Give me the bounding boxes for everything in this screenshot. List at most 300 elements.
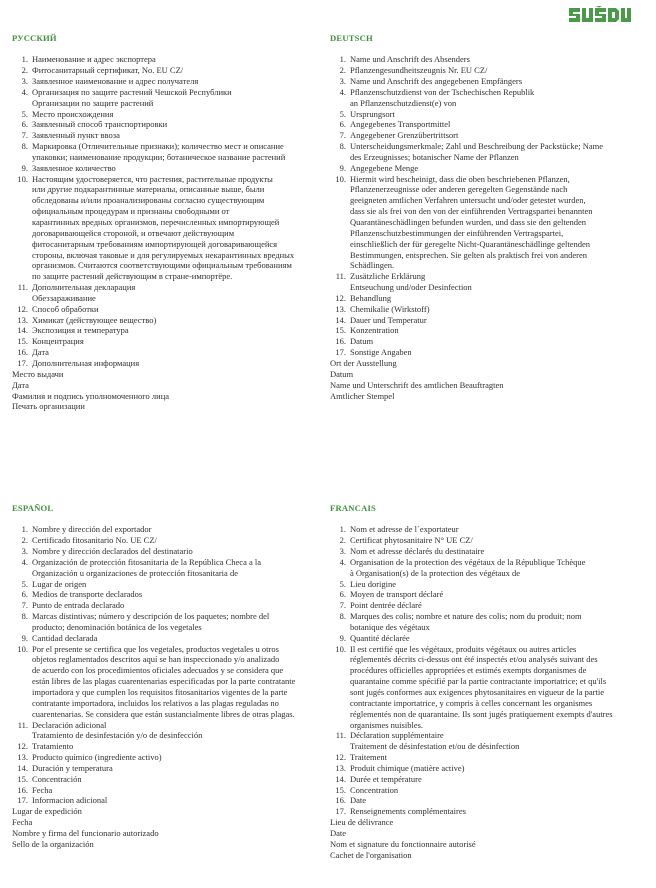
- field-label: [350, 119, 450, 130]
- field-label: [350, 304, 430, 315]
- section-spanish: [12, 503, 318, 850]
- field-label-line: Konzentration: [350, 325, 399, 336]
- field-item: [330, 806, 648, 817]
- field-label: [350, 589, 443, 600]
- field-item: [12, 785, 318, 796]
- field-number: 5.: [339, 578, 346, 589]
- field-label-line: Entseuchung und/oder Desinfection: [350, 282, 472, 293]
- field-number: 6.: [21, 589, 28, 600]
- field-label-line: réglementés décrits ci-dessus ont été inspectés et/ou analysés suivant des: [350, 654, 598, 665]
- field-number: 17.: [335, 806, 346, 817]
- field-label: [350, 546, 484, 557]
- field-label: [32, 358, 139, 369]
- field-label-line: Datum: [350, 336, 374, 347]
- field-label-line: Renseignements complémentaires: [350, 806, 466, 817]
- field-label: [350, 600, 422, 611]
- field-item: [330, 524, 648, 535]
- field-number: 15.: [335, 325, 346, 336]
- issuance-field-label: Sello de la organización: [12, 838, 94, 849]
- field-label: [350, 141, 603, 163]
- section-german: [330, 33, 648, 402]
- field-number: 2.: [339, 65, 346, 76]
- field-label: [32, 347, 49, 358]
- field-item: [12, 535, 318, 546]
- field-label: [32, 795, 107, 806]
- field-number: 11.: [17, 719, 28, 730]
- field-label-line: Pflanzengesundheitszeugnis Nr. EU CZ/: [350, 65, 488, 76]
- field-label: [350, 579, 396, 590]
- field-number: 3.: [339, 76, 346, 87]
- field-label-line: Behandlung: [350, 292, 392, 303]
- issuance-field-label: Cachet de l'organisation: [330, 849, 412, 860]
- field-item: [330, 633, 648, 644]
- field-number: 1.: [339, 524, 346, 535]
- field-label-line: Produit chimique (matière active): [350, 762, 465, 773]
- field-label-line: или другие подкарантинные материалы, описанные выше, были: [32, 184, 265, 195]
- field-number: 10.: [17, 173, 28, 184]
- field-item: [330, 293, 648, 304]
- field-item: [12, 76, 318, 87]
- field-number: 8.: [21, 141, 28, 152]
- field-item: [330, 304, 648, 315]
- field-label-line: à Organisation(s) de la protection des végétaux de: [350, 567, 521, 578]
- field-label: [350, 336, 373, 347]
- field-label-line: Дата: [32, 347, 49, 358]
- field-item: [12, 304, 318, 315]
- section-heading: ESPAÑOL: [12, 502, 54, 513]
- field-item: [12, 119, 318, 130]
- field-label-line: Punto de entrada declarado: [32, 600, 125, 611]
- section-russian: [12, 33, 318, 413]
- field-label-line: contractante importatrice, y compris à celles concernant les organismes: [350, 697, 593, 708]
- field-item: [12, 795, 318, 806]
- field-number: 15.: [335, 784, 346, 795]
- field-number: 12.: [17, 741, 28, 752]
- field-label-line: Химикат (действующее вещество): [32, 314, 157, 325]
- field-item: [330, 65, 648, 76]
- field-number: 2.: [21, 65, 28, 76]
- field-list: [12, 54, 318, 368]
- field-label-line: Concentración: [32, 773, 82, 784]
- field-label-line: Дополнительная информация: [32, 357, 140, 368]
- field-label-line: Quarantäneschädlingen befunden wurden, und dass sie den geltenden: [350, 217, 587, 227]
- field-label-line: Traitement de désinfestation et/ou de désinfection: [350, 741, 520, 752]
- field-label: [32, 535, 157, 546]
- field-label-line: einschließlich der für geregelte Nicht-Quarantäneschädlinge geltenden: [350, 238, 591, 249]
- field-number: 7.: [339, 130, 346, 141]
- field-label-line: Nom et adresse déclarés du destinataire: [350, 546, 485, 557]
- field-label: [350, 611, 582, 633]
- field-number: 3.: [21, 76, 28, 87]
- field-label: [32, 720, 202, 742]
- field-item: [12, 336, 318, 347]
- field-item: [330, 557, 648, 579]
- field-number: 6.: [339, 589, 346, 600]
- field-number: 11.: [17, 282, 28, 293]
- field-item: [330, 589, 648, 600]
- field-item: [12, 54, 318, 65]
- field-label-line: Обеззараживание: [32, 292, 96, 303]
- field-number: 5.: [21, 578, 28, 589]
- field-number: 12.: [17, 303, 28, 314]
- field-number: 10.: [17, 643, 28, 654]
- field-label: [32, 579, 86, 590]
- field-label-line: réglementés non de quarantaine. Ils sont jugés pratiquement exempts d'autres: [350, 708, 613, 719]
- field-number: 4.: [339, 556, 346, 567]
- field-label-line: des Erzeugnisses; botanischer Name der Pflanzen: [350, 151, 519, 162]
- field-label-line: Producto químico (ingrediente activo): [32, 752, 162, 763]
- field-item: [330, 579, 648, 590]
- field-item: [330, 54, 648, 65]
- field-label-line: Lugar de origen: [32, 578, 87, 589]
- field-item: [12, 557, 318, 579]
- issuance-field-label: Ort der Ausstellung: [330, 357, 397, 368]
- field-number: 7.: [21, 130, 28, 141]
- field-label-line: Nombre y dirección declarados del destinatario: [32, 546, 193, 557]
- field-item: [330, 785, 648, 796]
- field-label-line: Sonstige Angaben: [350, 347, 412, 358]
- field-label-line: Экспозиция и температура: [32, 325, 129, 336]
- field-label: [350, 130, 458, 141]
- field-item: [12, 720, 318, 742]
- field-label-line: Certificat phytosanitaire N° UE CZ/: [350, 535, 473, 546]
- field-label: [32, 600, 124, 611]
- field-label-line: Заявленное наименование и адрес получателя: [32, 76, 199, 87]
- field-label-line: договаривающейся стороной, и отвечают действующим: [32, 227, 235, 238]
- field-item: [330, 347, 648, 358]
- field-number: 10.: [335, 643, 346, 654]
- issuance-field-label: Дата: [12, 379, 29, 390]
- field-number: 17.: [17, 357, 28, 368]
- field-number: 4.: [339, 86, 346, 97]
- field-number: 13.: [335, 762, 346, 773]
- field-label: [350, 54, 470, 65]
- field-label: [32, 611, 269, 633]
- field-label-line: Chemikalie (Wirkstoff): [350, 303, 430, 314]
- section-heading: DEUTSCH: [330, 32, 373, 43]
- field-item: [330, 600, 648, 611]
- field-number: 4.: [21, 86, 28, 97]
- field-label-line: Marques des colis; nombre et nature des colis; nom du produit; nom: [350, 611, 582, 622]
- field-number: 14.: [17, 325, 28, 336]
- field-item: [12, 130, 318, 141]
- field-label-line: Durée et température: [350, 773, 422, 784]
- field-number: 2.: [339, 535, 346, 546]
- issuance-fields: [330, 817, 648, 860]
- field-item: [330, 315, 648, 326]
- field-label-line: Medios de transporte declarados: [32, 589, 143, 600]
- field-label-line: Date: [350, 795, 367, 806]
- field-label-line: Concentration: [350, 784, 399, 795]
- field-label: [32, 163, 116, 174]
- field-label-line: организмов. Считаются соответствующими официальным требованиям: [32, 260, 292, 271]
- field-item: [12, 358, 318, 369]
- section-heading: РУССКИЙ: [12, 32, 57, 43]
- field-number: 14.: [17, 762, 28, 773]
- field-label-line: Способ обработки: [32, 303, 99, 314]
- field-label: [32, 644, 295, 720]
- field-label: [32, 774, 82, 785]
- field-number: 16.: [335, 336, 346, 347]
- field-label: [350, 325, 399, 336]
- field-item: [12, 741, 318, 752]
- field-label: [350, 109, 395, 120]
- field-item: [330, 336, 648, 347]
- field-number: 7.: [21, 600, 28, 611]
- field-label: [350, 785, 398, 796]
- field-label: [32, 174, 294, 282]
- field-label: [32, 763, 113, 774]
- field-label: [350, 730, 519, 752]
- field-label-line: sont jugés conformes aux exigences phytosanitaires en vigueur de la partie: [350, 687, 604, 697]
- issuance-field-label: Печать организации: [12, 401, 85, 412]
- issuance-field-label: Name und Unterschrift des amtlichen Beauftragten: [330, 379, 504, 390]
- section-heading: FRANCAIS: [330, 502, 377, 513]
- field-label-line: Место происхождения: [32, 108, 114, 119]
- field-item: [330, 763, 648, 774]
- field-label: [350, 271, 472, 293]
- field-number: 13.: [335, 303, 346, 314]
- field-item: [330, 76, 648, 87]
- field-label: [350, 644, 613, 731]
- issuance-fields: [12, 369, 318, 412]
- field-label-line: официальным процедурам и признаны свободными от: [32, 206, 230, 217]
- field-number: 13.: [17, 314, 28, 325]
- issuance-field-label: Lugar de expedición: [12, 806, 82, 817]
- field-number: 12.: [335, 752, 346, 763]
- field-label: [32, 304, 99, 315]
- field-item: [330, 109, 648, 120]
- field-label-line: importadora y que cumplen los requisitos fitosanitarios vigentes de la parte: [32, 687, 288, 697]
- issuance-fields: [330, 358, 648, 401]
- field-label-line: Заявленный способ транспортировки: [32, 119, 168, 130]
- field-label-line: Заявленный пункт ввоза: [32, 130, 120, 141]
- field-label-line: Дополнительная декларация: [32, 282, 136, 293]
- field-item: [330, 535, 648, 546]
- field-label: [32, 557, 261, 579]
- field-number: 9.: [21, 632, 28, 643]
- field-label-line: Duración y temperatura: [32, 762, 113, 773]
- field-number: 5.: [339, 108, 346, 119]
- issuance-field-label: Date: [330, 827, 347, 838]
- field-label: [32, 785, 52, 796]
- field-label-line: Pflanzenschutzdienst von der Tschechischen Republik: [350, 86, 535, 97]
- field-item: [330, 774, 648, 785]
- field-label: [32, 65, 183, 76]
- issuance-field-label: Fecha: [12, 817, 33, 828]
- field-label: [32, 76, 198, 87]
- field-number: 3.: [21, 546, 28, 557]
- issuance-field-label: Lieu de délivrance: [330, 817, 394, 828]
- field-label: [32, 141, 285, 163]
- field-number: 5.: [21, 108, 28, 119]
- field-label-line: cuarentenarias. Se considera que están sustancialmente libres de otras plagas.: [32, 708, 295, 719]
- field-label-line: Déclaration supplémentaire: [350, 730, 444, 741]
- field-item: [330, 611, 648, 633]
- field-label-line: Tratamiento: [32, 741, 74, 752]
- field-label-line: Hiermit wird bescheinigt, dass die oben beschriebenen Pflanzen,: [350, 173, 570, 184]
- field-item: [330, 752, 648, 763]
- field-number: 1.: [21, 54, 28, 65]
- field-number: 8.: [339, 141, 346, 152]
- field-label-line: Organización de protección fitosanitaria de la República Checa a la: [32, 556, 262, 567]
- field-number: 14.: [335, 773, 346, 784]
- field-label-line: geeigneten amtlichen Verfahren untersucht und/oder getestet wurden,: [350, 195, 586, 206]
- field-label: [32, 336, 84, 347]
- field-item: [12, 65, 318, 76]
- field-list: [12, 524, 318, 806]
- field-label-line: dass sie als frei von den von der einführenden Vertragspartei benannten: [350, 206, 593, 217]
- field-label: [350, 347, 412, 358]
- field-label-line: están libres de las plagas cuarentenarias especificadas por la parte contratante: [32, 676, 296, 687]
- field-label-line: Angegebenes Transportmittel: [350, 119, 451, 130]
- field-number: 16.: [335, 795, 346, 806]
- field-label-line: Zusätzliche Erklärung: [350, 271, 426, 282]
- field-label-line: по защите растений действующим в стране-импортёре.: [32, 271, 233, 282]
- field-label-line: Организации по защите растений: [32, 97, 154, 108]
- field-label: [350, 76, 522, 87]
- field-item: [12, 282, 318, 304]
- field-label: [350, 293, 391, 304]
- field-number: 11.: [335, 730, 346, 741]
- field-number: 9.: [339, 162, 346, 173]
- field-label: [350, 774, 422, 785]
- field-number: 10.: [335, 173, 346, 184]
- field-label-line: procédures officielles appropriées et estimés exempts dorganismes de: [350, 665, 587, 676]
- field-item: [330, 730, 648, 752]
- field-label-line: обследованы и/или проанализированы согласно существующим: [32, 195, 265, 206]
- field-list: [330, 54, 648, 358]
- field-label: [350, 795, 366, 806]
- field-label: [32, 524, 151, 535]
- field-number: 16.: [17, 347, 28, 358]
- field-label-line: producto; denominación botánica de los vegetales: [32, 621, 202, 632]
- field-label-line: Il est certifié que les végétaux, produits végétaux ou autres articles: [350, 643, 577, 654]
- field-number: 8.: [21, 611, 28, 622]
- field-label: [350, 557, 585, 579]
- field-label-line: Фитосанитарный сертификат, No. EU CZ/: [32, 65, 184, 76]
- field-label-line: Маркировка (Отличительные признаки); количество мест и описание: [32, 141, 284, 152]
- field-label-line: Наименование и адрес экспортера: [32, 54, 156, 65]
- field-item: [12, 579, 318, 590]
- field-label-line: Cantidad declarada: [32, 632, 98, 643]
- field-item: [12, 633, 318, 644]
- field-label-line: Концентрация: [32, 336, 84, 347]
- field-number: 17.: [335, 347, 346, 358]
- field-item: [12, 644, 318, 720]
- field-label-line: упаковки; наименование продукции; ботаническое название растений: [32, 151, 286, 162]
- field-number: 6.: [339, 119, 346, 130]
- field-label-line: Dauer und Temperatur: [350, 314, 427, 325]
- field-item: [12, 524, 318, 535]
- field-label-line: Nombre y dirección del exportador: [32, 524, 152, 535]
- field-label-line: objetos reglamentados descritos aquí se han inspeccionado y/o analizado: [32, 654, 280, 665]
- issuance-field-label: Nom et signature du fonctionnaire autorisé: [330, 838, 476, 849]
- issuance-fields: [12, 806, 318, 849]
- field-item: [330, 141, 648, 163]
- field-label-line: Certificado fitosanitario No. UE CZ/: [32, 535, 157, 546]
- field-label: [350, 174, 592, 272]
- field-label-line: карантинных вредных организмов, перечисленных импортирующей: [32, 217, 280, 227]
- field-item: [12, 87, 318, 109]
- field-item: [12, 347, 318, 358]
- field-list: [330, 524, 648, 817]
- field-label-line: an Pflanzenschutzdienst(e) von: [350, 97, 457, 108]
- field-label-line: Traitement: [350, 752, 387, 763]
- field-label: [350, 524, 459, 535]
- field-item: [12, 774, 318, 785]
- field-label: [350, 87, 534, 109]
- field-label-line: Организация по защите растений Чешской Республики: [32, 86, 232, 97]
- issuance-field-label: Amtlicher Stempel: [330, 390, 395, 401]
- field-label-line: contratante importadora, incluidos los relativos a las plagas reguladas no: [32, 697, 279, 708]
- field-number: 8.: [339, 611, 346, 622]
- field-item: [330, 325, 648, 336]
- field-label-line: quarantaine comme spécifié par la partie contractante importatrice; et qu'ils: [350, 676, 607, 687]
- field-number: 15.: [17, 773, 28, 784]
- field-item: [12, 611, 318, 633]
- field-number: 7.: [339, 600, 346, 611]
- field-label-line: Настоящим удостоверяется, что растения, растительные продукты: [32, 173, 273, 184]
- field-number: 1.: [21, 524, 28, 535]
- field-number: 15.: [17, 336, 28, 347]
- field-label-line: Заявленное количество: [32, 162, 116, 173]
- field-label-line: Schädlingen.: [350, 260, 395, 271]
- field-item: [12, 325, 318, 336]
- field-item: [12, 546, 318, 557]
- section-french: [330, 503, 648, 861]
- field-label-line: Tratamiento de desinfestación y/o de desinfección: [32, 730, 203, 741]
- field-label: [32, 282, 135, 304]
- field-number: 12.: [335, 292, 346, 303]
- field-label: [32, 54, 156, 65]
- field-number: 2.: [21, 535, 28, 546]
- field-label-line: Pflanzenschutzbestimmungen der einführenden Vertragspartei,: [350, 227, 564, 238]
- field-item: [12, 163, 318, 174]
- field-label-line: Angegebene Menge: [350, 162, 419, 173]
- field-item: [330, 163, 648, 174]
- field-number: 3.: [339, 546, 346, 557]
- field-label: [350, 315, 427, 326]
- field-item: [330, 546, 648, 557]
- field-number: 17.: [17, 795, 28, 806]
- field-label-line: Quantité déclarée: [350, 632, 410, 643]
- field-label: [350, 163, 418, 174]
- field-label: [350, 763, 464, 774]
- issuance-field-label: Фамилия и подпись уполномоченного лица: [12, 390, 170, 401]
- field-item: [12, 589, 318, 600]
- field-label-line: Pflanzenerzeugnisse oder anderen geregelten Gegenstände nach: [350, 184, 568, 195]
- field-label-line: Lieu dorigine: [350, 578, 397, 589]
- field-label: [32, 752, 162, 763]
- field-label: [32, 119, 167, 130]
- field-number: 16.: [17, 784, 28, 795]
- field-item: [330, 119, 648, 130]
- field-number: 14.: [335, 314, 346, 325]
- field-item: [12, 109, 318, 120]
- field-label: [32, 325, 129, 336]
- field-number: 9.: [339, 632, 346, 643]
- field-item: [12, 141, 318, 163]
- field-label-line: botanique des végétaux: [350, 621, 430, 632]
- field-item: [330, 271, 648, 293]
- field-label-line: Declaración adicional: [32, 719, 107, 730]
- field-item: [330, 130, 648, 141]
- field-item: [12, 174, 318, 282]
- field-label-line: Name und Anschrift des angegebenen Empfängers: [350, 76, 523, 87]
- field-label: [32, 546, 193, 557]
- field-number: 4.: [21, 556, 28, 567]
